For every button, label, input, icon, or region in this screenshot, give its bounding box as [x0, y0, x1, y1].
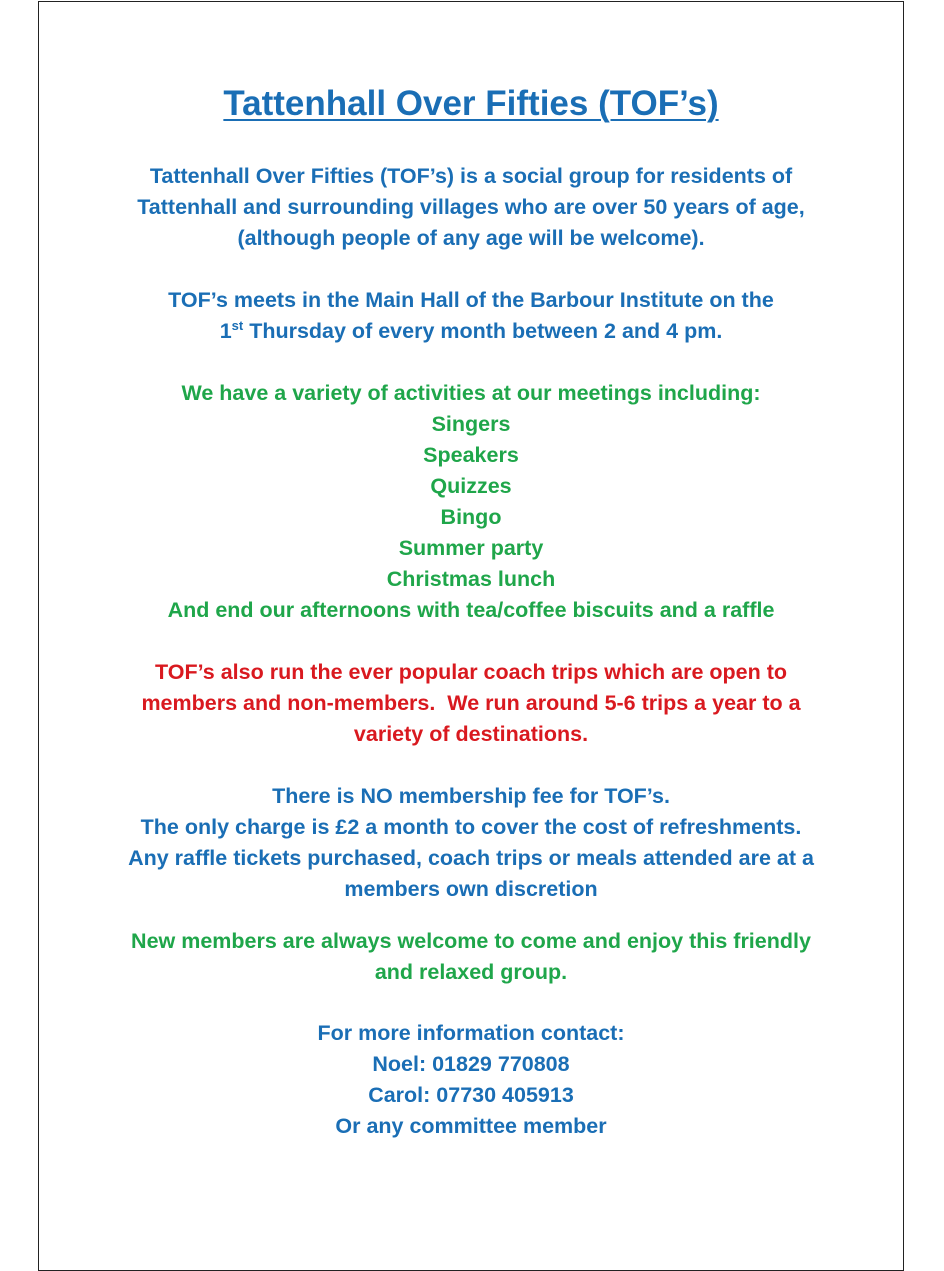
- fees-line: There is NO membership fee for TOF’s.: [272, 784, 670, 808]
- contact-section: [39, 1018, 903, 1142]
- intro-line: Tattenhall Over Fifties (TOF’s) is a social group for residents of: [149, 164, 793, 188]
- welcome-line: and relaxed group.: [374, 960, 568, 984]
- meeting-paragraph: [39, 285, 903, 347]
- activity-item: Speakers: [423, 443, 519, 467]
- contact-noel: Noel: 01829 770808: [372, 1052, 570, 1076]
- activities-heading: We have a variety of activities at our meetings including:: [181, 381, 761, 405]
- intro-paragraph: [39, 161, 903, 254]
- activity-item: Summer party: [398, 536, 544, 560]
- fees-paragraph: [39, 781, 903, 905]
- activities-section: [39, 378, 903, 626]
- flyer-page: [38, 1, 904, 1271]
- contact-carol: Carol: 07730 405913: [368, 1083, 574, 1107]
- activities-closing: And end our afternoons with tea/coffee biscuits and a raffle: [167, 598, 775, 622]
- fees-line: Any raffle tickets purchased, coach trips or meals attended are at a: [128, 846, 814, 870]
- meeting-line: TOF’s meets in the Main Hall of the Barbour Institute on the: [168, 288, 774, 312]
- trips-line: TOF’s also run the ever popular coach trips which are open to: [155, 660, 787, 684]
- intro-line: (although people of any age will be welcome).: [237, 226, 705, 250]
- activity-item: Singers: [431, 412, 511, 436]
- contact-heading: For more information contact:: [317, 1021, 625, 1045]
- meeting-line-rest: Thursday of every month between 2 and 4 pm.: [243, 319, 723, 343]
- page-title: Tattenhall Over Fifties (TOF’s): [223, 84, 719, 123]
- trips-line: members and non-members. We run around 5-6 trips a year to a: [141, 691, 801, 715]
- meeting-line: [39, 316, 903, 347]
- ordinal-suffix: st: [231, 318, 244, 333]
- welcome-paragraph: [39, 926, 903, 988]
- trips-paragraph: [39, 657, 903, 750]
- fees-line: members own discretion: [344, 877, 598, 901]
- trips-line: variety of destinations.: [353, 722, 589, 746]
- intro-line: Tattenhall and surrounding villages who are over 50 years of age,: [137, 195, 805, 219]
- ordinal-number: 1: [219, 319, 232, 343]
- activity-item: Bingo: [440, 505, 502, 529]
- fees-line: The only charge is £2 a month to cover the cost of refreshments.: [140, 815, 802, 839]
- activity-item: Quizzes: [430, 474, 512, 498]
- contact-committee: Or any committee member: [335, 1114, 607, 1138]
- welcome-line: New members are always welcome to come and enjoy this friendly: [131, 929, 811, 953]
- activity-item: Christmas lunch: [386, 567, 556, 591]
